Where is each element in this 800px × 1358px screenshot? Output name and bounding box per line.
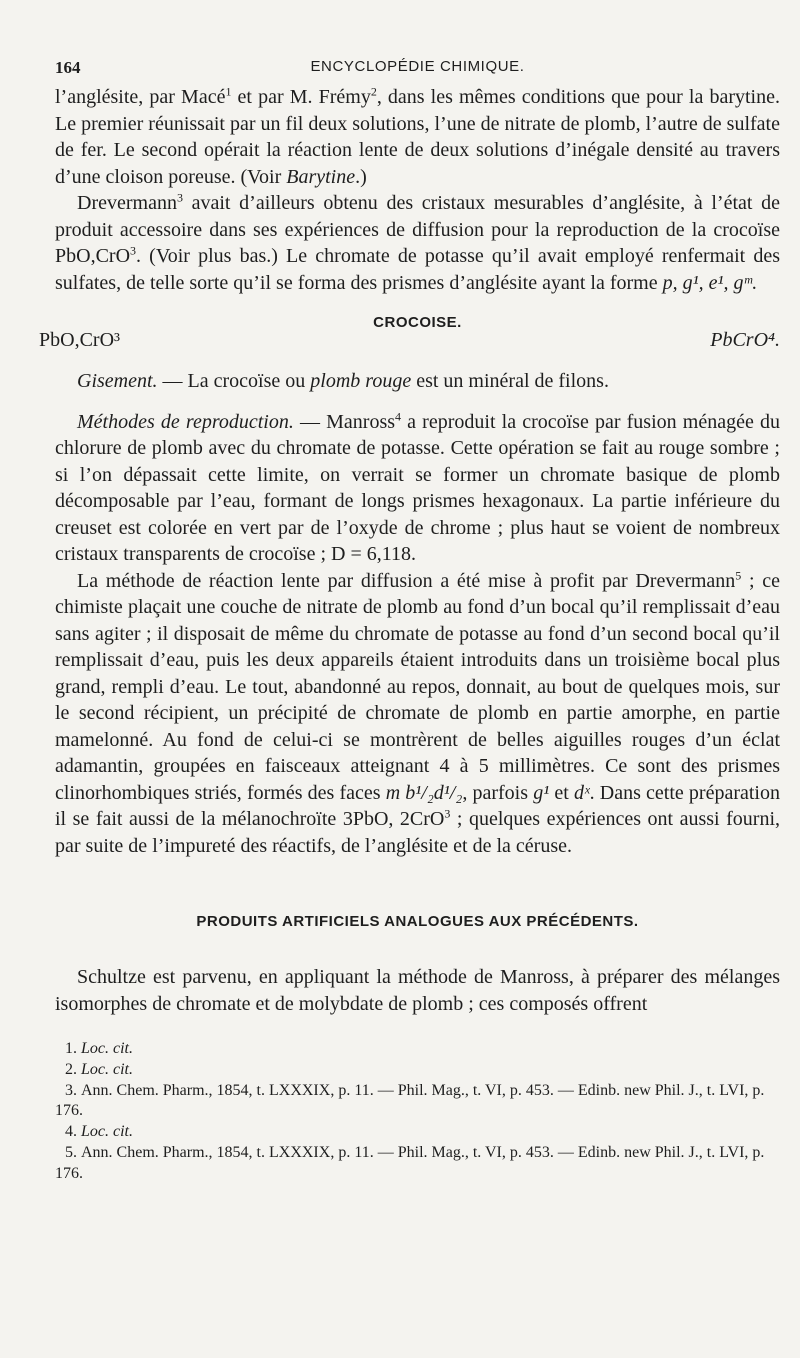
page-number: 164	[55, 58, 81, 77]
page	[39, 58, 781, 1185]
formula-right: PbCrO⁴.	[710, 329, 780, 351]
footnote-2: 2. Loc. cit.	[65, 1060, 133, 1078]
footnote-4: 4. Loc. cit.	[65, 1123, 133, 1141]
paragraph-methodes-reproduction: Méthodes de reproduction. — Manross$^4$ a reproduit la crocoïse par fusion ménagée du chlorure de plomb avec du chromate de potasse. Cette opération se fait au rouge sombre ; si l’on dépassait cette limite, on verrait se former un chromate basique de plomb décomposable par l’eau, formant de longs prismes hexagonaux. La partie inférieure du creuset est colorée en vert par de l’oxyde de chrome ; plus haut se voient de nombreux cristaux transparents de crocoïse ; D = 6,118.	[55, 408, 780, 565]
paragraph-anglesite-mace: l’anglésite, par Macé$^1$ et par M. Frémy$^2$, dans les mêmes conditions que pour la barytine. Le premier réunissait par un fil deux solutions, l’une de nitrate de plomb, l’autre de sulfate de fer. Le second opérait la réaction lente de deux solutions d’inégale densité au travers d’une cloison poreuse. (Voir Barytine.)	[55, 84, 780, 188]
footnote-5: 5. Ann. Chem. Pharm., 1854, t. LXXXIX, p. 11. — Phil. Mag., t. VI, p. 453. — Edinb. new Phil. J., t. LVI, p. 176.	[55, 1143, 765, 1182]
running-title: ENCYCLOPÉDIE CHIMIQUE.	[310, 58, 525, 75]
running-header	[55, 58, 780, 84]
footnote-3: 3. Ann. Chem. Pharm., 1854, t. LXXXIX, p. 11. — Phil. Mag., t. VI, p. 453. — Edinb. new Phil. J., t. LVI, p. 176.	[55, 1081, 765, 1120]
crocoise-heading-row	[39, 314, 780, 354]
paragraph-gisement: Gisement. — La crocoïse ou plomb rouge est un minéral de filons.	[77, 370, 609, 392]
crocoise-heading: CROCOISE.	[373, 314, 462, 331]
formula-left: PbO,CrO³	[39, 329, 121, 351]
footnote-1: 1. Loc. cit.	[65, 1040, 133, 1057]
paragraph-drevermann-anglesite: Drevermann$^3$ avait d’ailleurs obtenu des cristaux mesurables d’anglésite, à l’état de produit accessoire dans ses expériences de diffusion pour la reproduction de la crocoïse PbO,CrO$^3$. (Voir plus bas.) Le chromate de potasse qu’il avait employé renfermait des sulfates, de telle sorte qu’il se forma des prismes d’anglésite ayant la forme p, g¹, e¹, gᵐ.	[55, 190, 780, 294]
section-heading-produits-artificiels: PRODUITS ARTIFICIELS ANALOGUES AUX PRÉCÉDENTS.	[196, 913, 639, 930]
paragraph-diffusion-method: La méthode de réaction lente par diffusion a été mise à profit par Drevermann$^5$ ; ce chimiste plaçait une couche de nitrate de plomb au fond d’un bocal qu’il remplissait d’eau sans agiter ; il disposait de même du chromate de potasse au fond d’un second bocal qu’il remplissait d’eau, puis les deux appareils étaient introduits dans un troisième bocal plus grand, rempli d’eau. Le tout, abandonné au repos, donnait, au bout de quelques mois, sur le second récipient, un précipité de chromate de plomb en partie amorphe, en partie mamelonné. Au fond de celui-ci se montrèrent de belles aiguilles rouges d’un éclat adamantin, groupées en faisceaux atteignant 4 à 5 millimètres. Ce sont des prismes clinorhombiques striés, formés des faces m b¹/₂d¹/₂, parfois g¹ et dˣ. Dans cette préparation il se fait aussi de la mélanochroïte 3PbO, 2CrO$^3$ ; quelques expériences ont aussi fourni, par suite de l’impureté des réactifs, de l’anglésite et de la céruse.	[55, 567, 781, 857]
paragraph-schultze: Schultze est parvenu, en appliquant la méthode de Manross, à préparer des mélanges isomorphes de chromate et de molybdate de plomb ; ces composés offrent	[55, 966, 780, 1015]
footnotes	[55, 1039, 780, 1185]
